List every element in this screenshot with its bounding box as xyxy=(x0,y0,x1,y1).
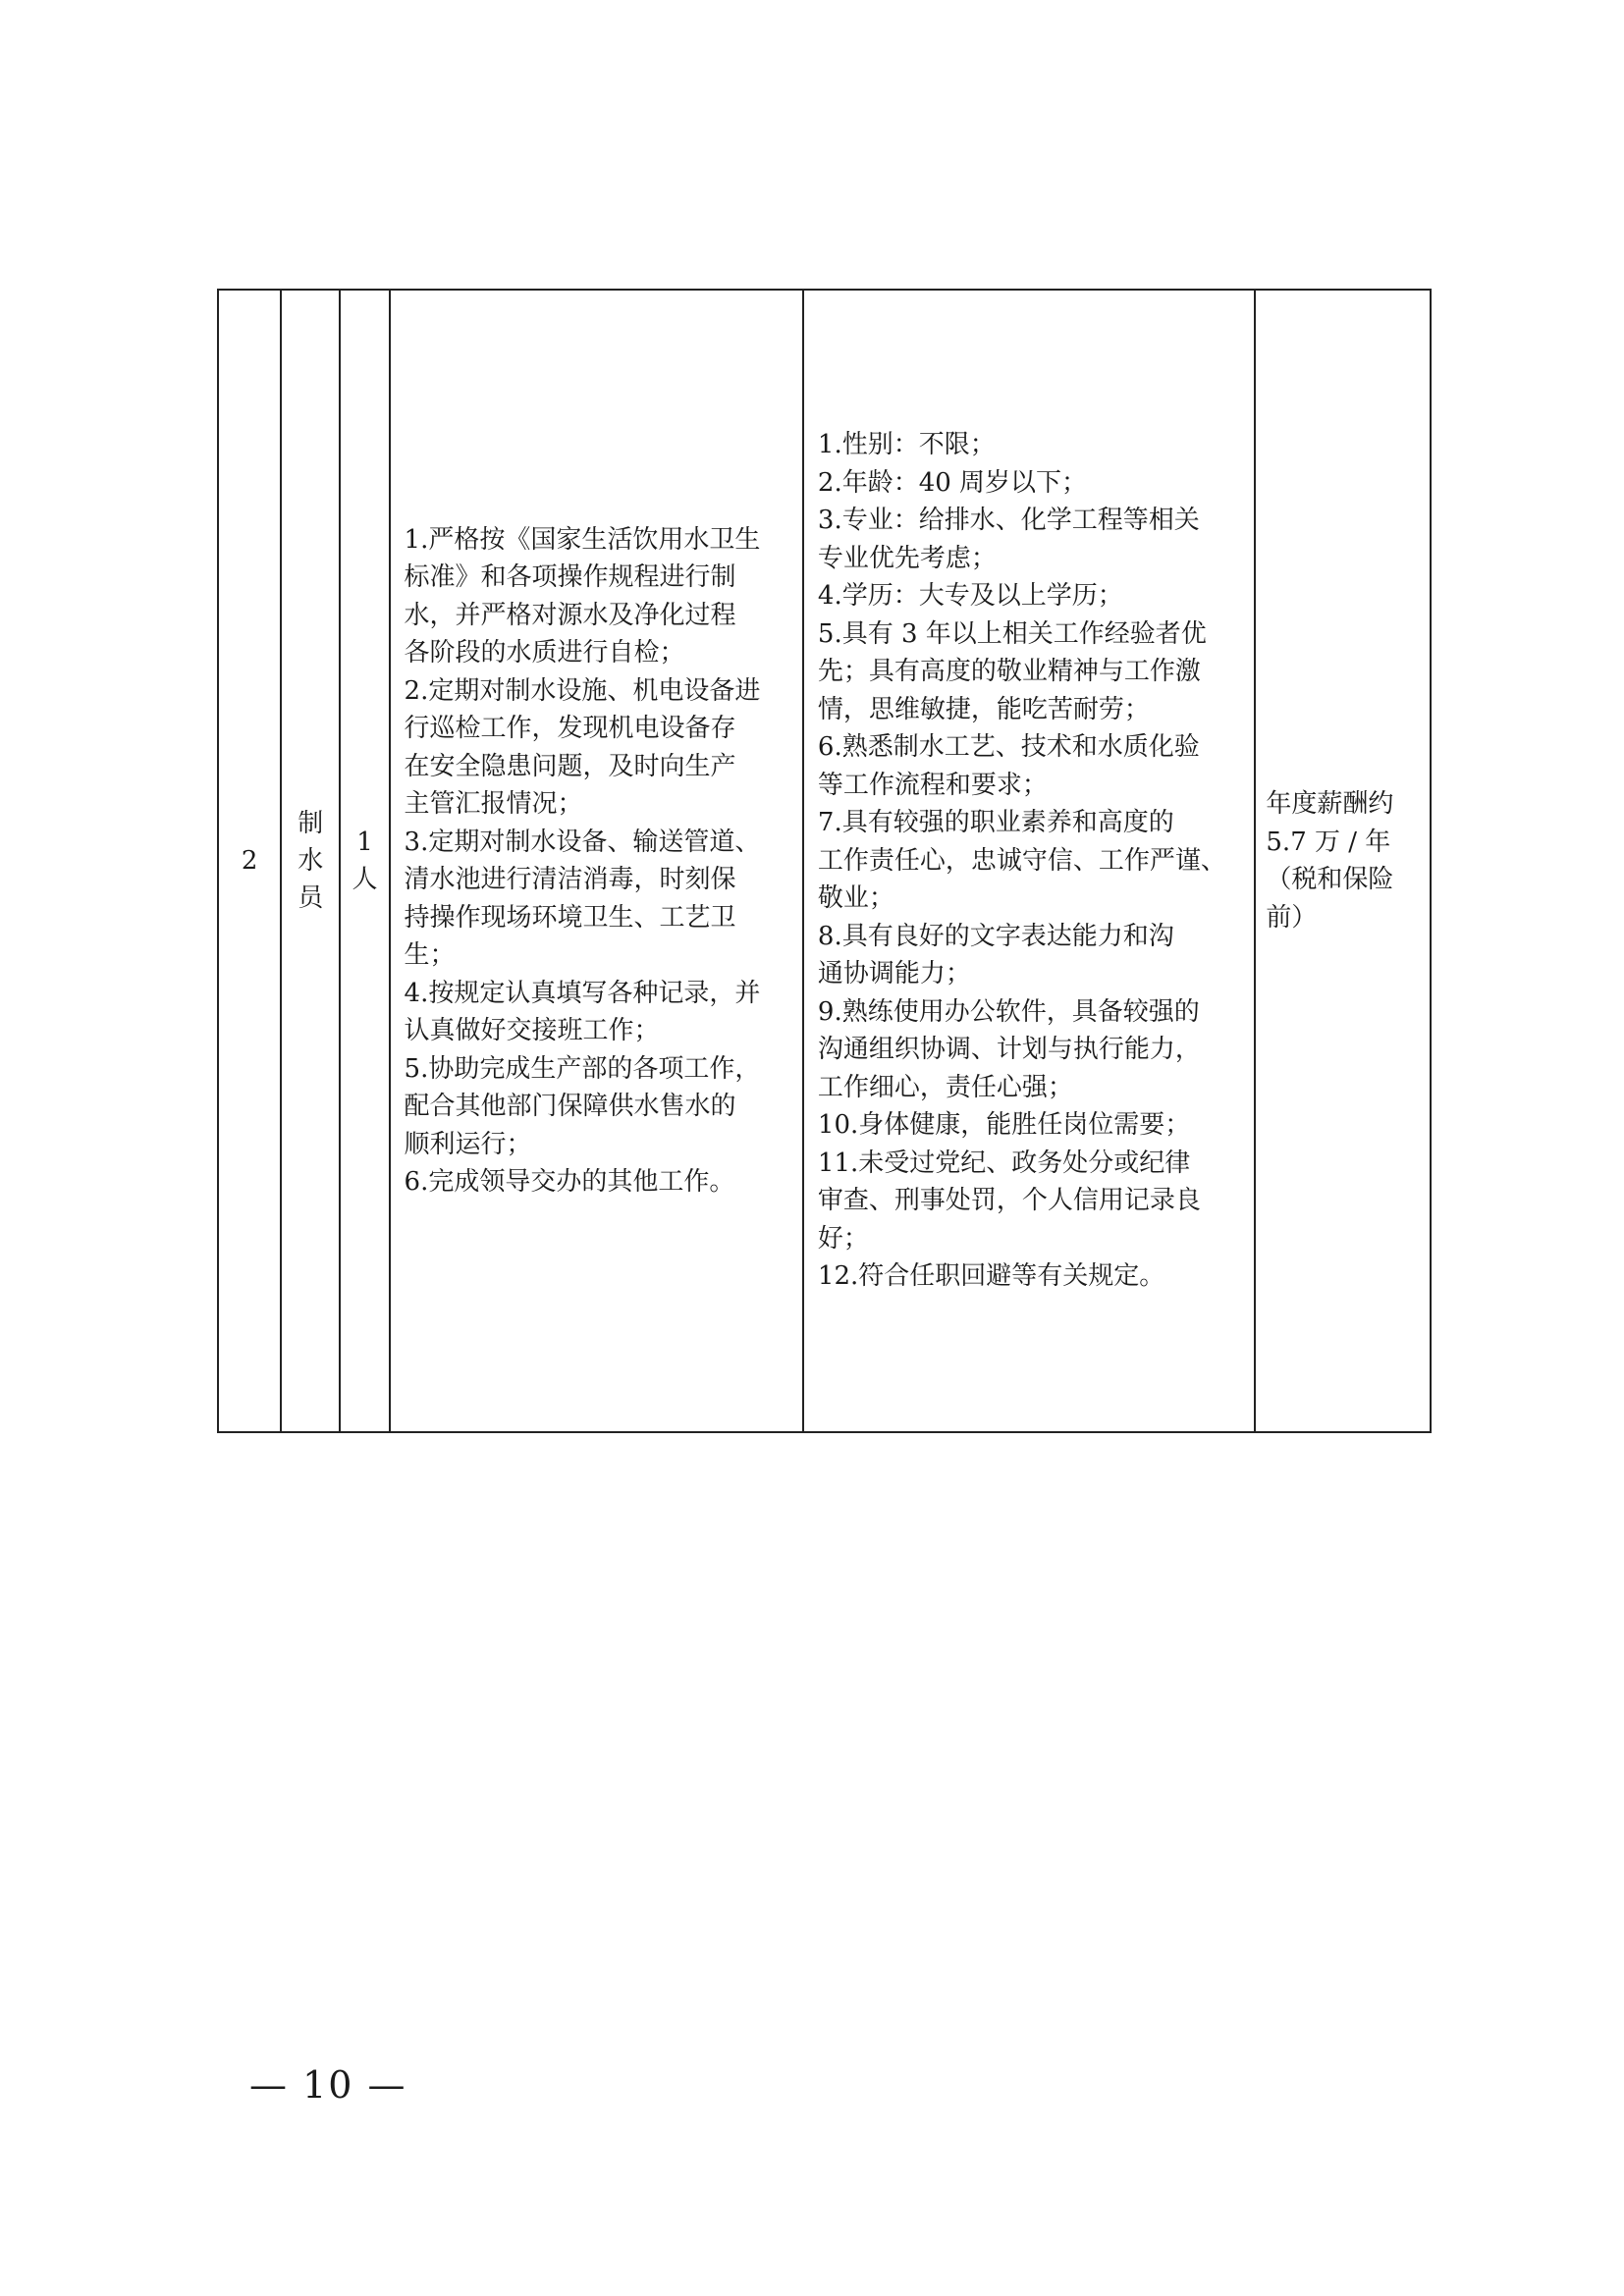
table-row xyxy=(218,290,1431,1432)
requirement-line: 1.性别：不限； xyxy=(817,430,996,460)
job-table xyxy=(217,289,1432,1433)
row-index xyxy=(218,290,281,1432)
duty-line: 水，并严格对源水及净化过程 xyxy=(404,600,736,630)
requirement-line: 2.年龄：40 周岁以下； xyxy=(817,467,1088,498)
duty-line: 各阶段的水质进行自检； xyxy=(404,638,685,667)
duty-line: 5.协助完成生产部的各项工作， xyxy=(404,1053,761,1084)
duty-line: 1.严格按《国家生活饮用水卫生 xyxy=(404,524,761,555)
requirements-cell xyxy=(803,290,1255,1432)
requirement-line: 专业优先考虑； xyxy=(817,543,997,573)
requirement-line: 5.具有 3 年以上相关工作经验者优 xyxy=(817,618,1207,649)
duty-line: 持操作现场环境卫生、工艺卫 xyxy=(404,902,736,933)
position-char: 制 xyxy=(298,809,324,838)
duty-line: 2.定期对制水设施、机电设备进 xyxy=(404,675,761,706)
row-index-text: 2 xyxy=(241,845,258,876)
requirement-line: 6.熟悉制水工艺、技术和水质化验 xyxy=(817,732,1200,763)
requirement-line: 4.学历：大专及以上学历； xyxy=(817,581,1123,612)
requirement-line: 11.未受过党纪、政务处分或纪律 xyxy=(817,1148,1191,1178)
requirement-line: 情，思维敏捷，能吃苦耐劳； xyxy=(817,694,1150,724)
duty-line: 4.按规定认真填写各种记录，并 xyxy=(404,978,761,1008)
headcount-char: 1 xyxy=(356,828,373,857)
duties-cell xyxy=(390,290,803,1432)
position-char: 员 xyxy=(298,883,324,913)
requirement-line: 等工作流程和要求； xyxy=(817,770,1048,800)
requirement-line: 审查、刑事处罚，个人信用记录良 xyxy=(817,1186,1201,1216)
requirement-line: 7.具有较强的职业素养和高度的 xyxy=(817,808,1174,838)
duty-line: 生； xyxy=(404,940,456,970)
duty-line: 行巡检工作，发现机电设备存 xyxy=(404,714,736,743)
requirement-line: 先；具有高度的敬业精神与工作激 xyxy=(817,657,1201,687)
duty-line: 3.定期对制水设备、输送管道、 xyxy=(404,827,761,857)
duty-line: 6.完成领导交办的其他工作。 xyxy=(404,1167,735,1197)
duty-line: 清水池进行清洁消毒，时刻保 xyxy=(404,865,736,894)
duty-line: 标准》和各项操作规程进行制 xyxy=(404,562,736,592)
headcount xyxy=(340,290,389,1432)
duty-line: 在安全隐患问题，及时向生产 xyxy=(404,751,736,781)
duty-line: 配合其他部门保障供水售水的 xyxy=(404,1092,736,1121)
duty-line: 顺利运行； xyxy=(404,1129,532,1159)
headcount-char: 人 xyxy=(352,865,378,894)
requirement-line: 通协调能力； xyxy=(817,959,971,989)
page-number: — 10 — xyxy=(249,2063,407,2107)
requirement-line: 敬业； xyxy=(817,883,894,914)
requirement-line: 8.具有良好的文字表达能力和沟 xyxy=(817,921,1174,951)
duty-line: 主管汇报情况； xyxy=(404,789,583,819)
position-name xyxy=(281,290,340,1432)
requirement-line: 工作细心，责任心强； xyxy=(817,1072,1073,1102)
duty-line: 认真做好交接班工作； xyxy=(404,1016,660,1045)
requirement-line: 好； xyxy=(817,1223,869,1254)
requirement-line: 10.身体健康，能胜任岗位需要； xyxy=(817,1110,1191,1141)
requirement-line: 9.熟练使用办公软件，具备较强的 xyxy=(817,996,1200,1027)
requirement-line: 12.符合任职回避等有关规定。 xyxy=(817,1261,1165,1292)
salary-line: 前） xyxy=(1266,902,1318,933)
salary-cell xyxy=(1255,290,1431,1432)
salary-line: 年度薪酬约 xyxy=(1266,789,1394,819)
requirement-line: 工作责任心，忠诚守信、工作严谨、 xyxy=(817,845,1226,876)
salary-line: （税和保险 xyxy=(1266,865,1394,894)
requirement-line: 沟通组织协调、计划与执行能力， xyxy=(817,1035,1201,1065)
requirement-line: 3.专业：给排水、化学工程等相关 xyxy=(817,506,1200,536)
position-char: 水 xyxy=(298,846,324,876)
salary-line: 5.7 万 / 年 xyxy=(1266,827,1391,857)
